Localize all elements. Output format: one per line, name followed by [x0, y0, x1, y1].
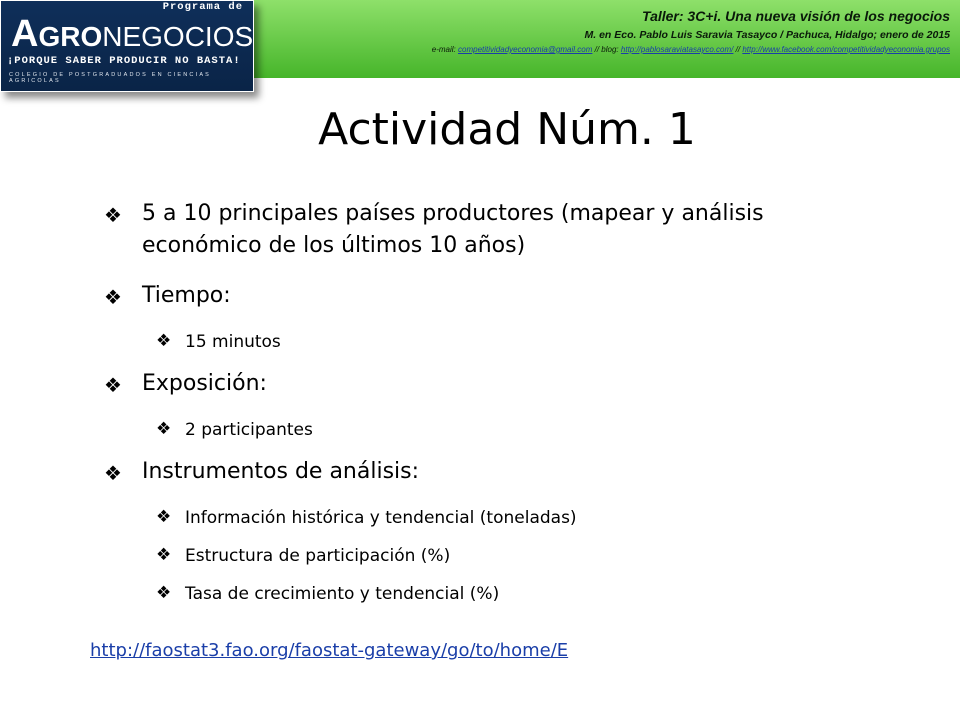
facebook-link[interactable]: http://www.facebook.com/competitividadyeconomia.grupos [742, 45, 950, 54]
author-line: M. en Eco. Pablo Luis Saravia Tasayco / Pachuca, Hidalgo; enero de 2015 [584, 29, 950, 41]
banner-text-block [432, 8, 950, 56]
blog-link[interactable]: http://pablosaraviatasayco.com/ [620, 45, 734, 54]
bullet-text: Tasa de crecimiento y tendencial (%) [185, 584, 500, 604]
sub-bullet-item-minutos [104, 330, 824, 354]
diamond-bullet-icon: ❖ [156, 331, 172, 351]
bullet-list [104, 198, 824, 620]
bullet-item-productores [104, 198, 824, 262]
link-separator: // [735, 45, 741, 54]
email-link[interactable]: competitividadyeconomia@gmail.com [458, 45, 593, 54]
bullet-item-tiempo [104, 280, 824, 312]
logo-programa-text: Programa de [162, 1, 243, 13]
diamond-bullet-icon: ❖ [104, 285, 122, 309]
email-label: e-mail: [431, 45, 456, 54]
bullet-text: 5 a 10 principales países productores (mapear y análisis económico de los últimos 10 años) [142, 201, 764, 258]
blog-label: // blog: [594, 45, 619, 54]
workshop-title: Taller: 3C+i. Una nueva visión de los negocios [642, 8, 950, 24]
bullet-text: 15 minutos [185, 332, 281, 352]
slide-title: Actividad Núm. 1 [318, 104, 696, 155]
logo-college: COLEGIO DE POSTGRADUADOS EN CIENCIAS AGRICOLAS [9, 72, 212, 84]
logo-name [11, 13, 253, 56]
sub-bullet-item-tasa [104, 582, 824, 606]
diamond-bullet-icon: ❖ [156, 419, 172, 439]
logo-negocios: NEGOCIOS [102, 21, 254, 52]
diamond-bullet-icon: ❖ [156, 583, 172, 603]
bullet-text: Exposición: [142, 371, 267, 396]
bullet-text: Tiempo: [142, 283, 231, 308]
bullet-text: Información histórica y tendencial (toneladas) [185, 508, 577, 528]
bullet-item-exposicion [104, 368, 824, 400]
logo-letter-a: A [11, 13, 39, 55]
diamond-bullet-icon: ❖ [104, 203, 122, 227]
sub-bullet-item-estructura [104, 544, 824, 568]
sub-bullet-item-informacion [104, 506, 824, 530]
bullet-text: Instrumentos de análisis: [142, 459, 420, 484]
logo-tagline: ¡PORQUE SABER PRODUCIR NO BASTA! [7, 55, 241, 67]
contact-line [432, 44, 950, 56]
diamond-bullet-icon: ❖ [156, 545, 172, 565]
bullet-text: 2 participantes [185, 420, 313, 440]
bullet-item-instrumentos [104, 456, 824, 488]
bullet-text: Estructura de participación (%) [185, 546, 451, 566]
diamond-bullet-icon: ❖ [156, 507, 172, 527]
sub-bullet-item-participantes [104, 418, 824, 442]
diamond-bullet-icon: ❖ [104, 461, 122, 485]
logo-gro: GRO [38, 21, 103, 52]
faostat-link[interactable]: http://faostat3.fao.org/faostat-gateway/go/to/home/E [90, 640, 569, 661]
agronegocios-logo [0, 0, 254, 92]
diamond-bullet-icon: ❖ [104, 373, 122, 397]
